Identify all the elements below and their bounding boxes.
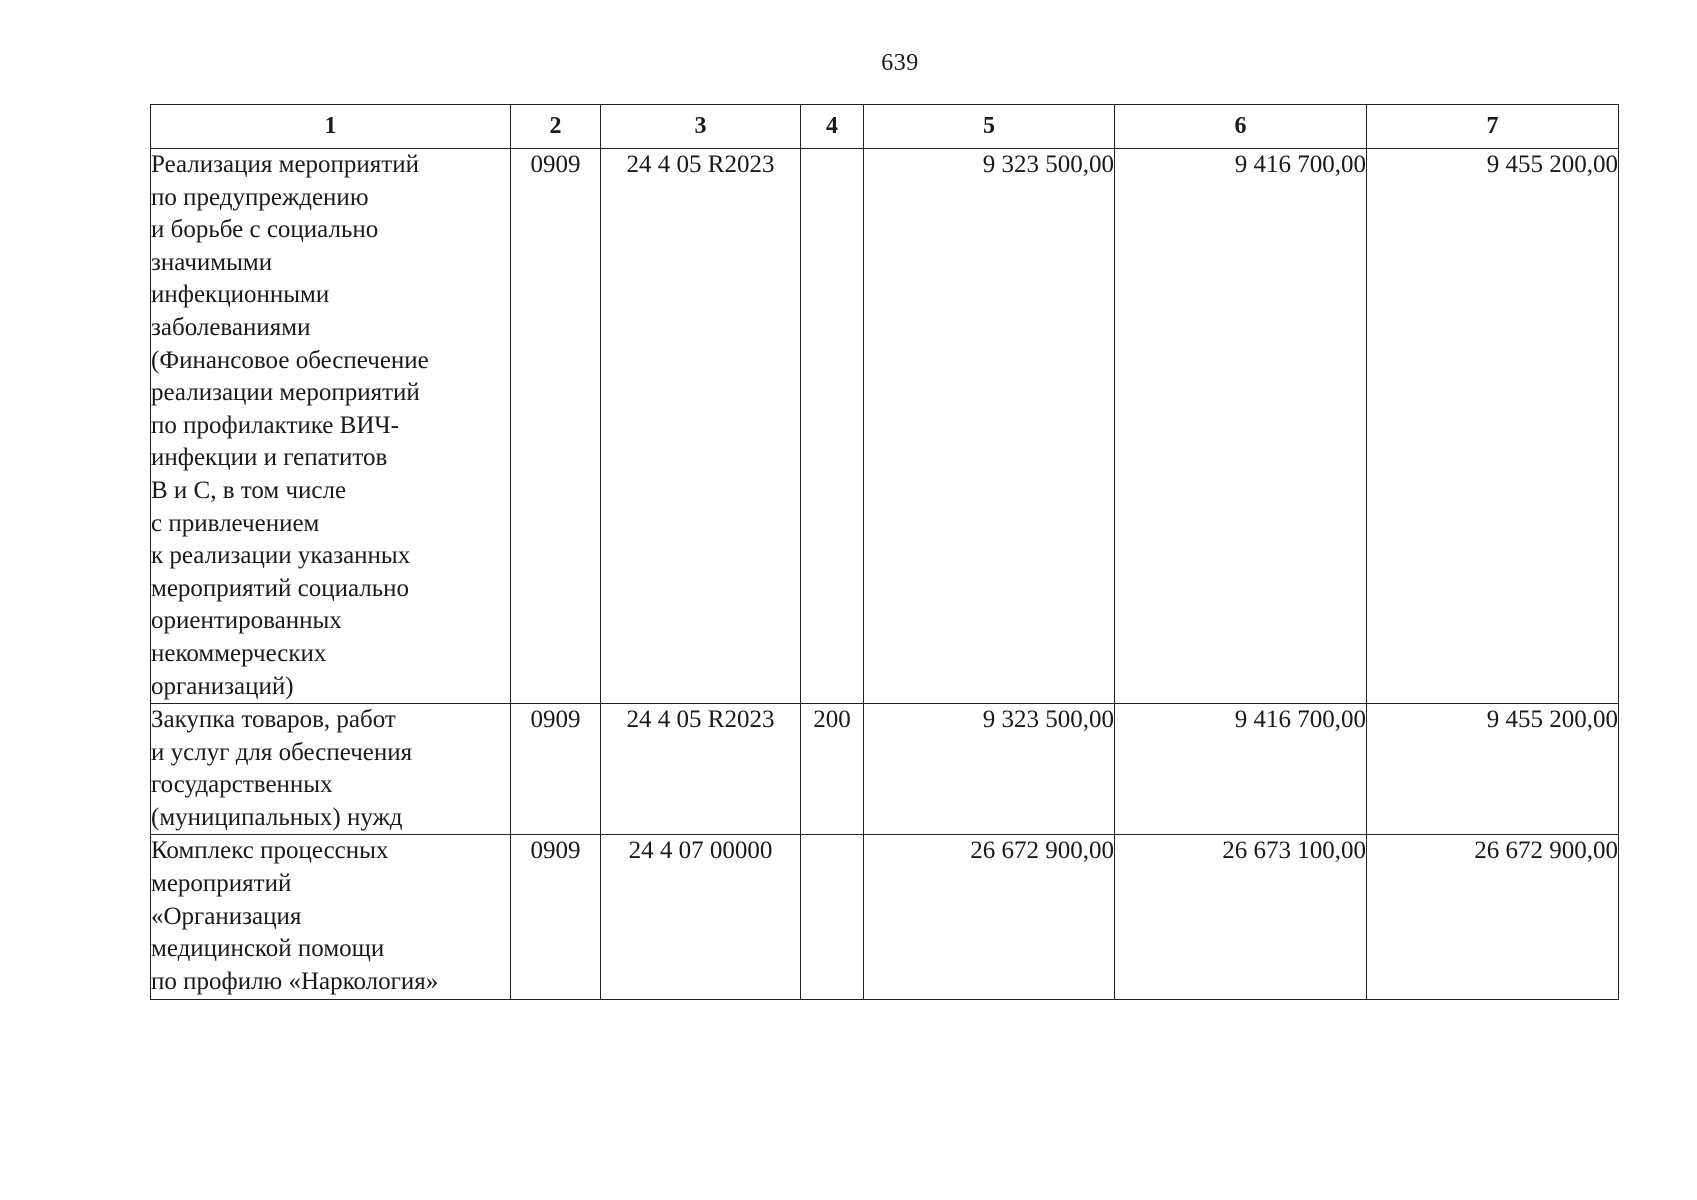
amount-cell-2: 26 673 100,00 bbox=[1115, 835, 1367, 1000]
amount-cell-1: 26 672 900,00 bbox=[864, 835, 1115, 1000]
amount-cell-3: 9 455 200,00 bbox=[1367, 149, 1619, 704]
section-code-cell: 0909 bbox=[511, 704, 601, 835]
amount-cell-3: 9 455 200,00 bbox=[1367, 704, 1619, 835]
table-row bbox=[151, 704, 1619, 835]
column-header-1: 1 bbox=[151, 105, 511, 149]
row-name-cell: Комплекс процессных мероприятий «Организация медицинской помощи по профилю «Наркология» bbox=[151, 835, 511, 1000]
target-code-cell: 24 4 07 00000 bbox=[601, 835, 801, 1000]
target-code-cell: 24 4 05 R2023 bbox=[601, 149, 801, 704]
column-header-5: 5 bbox=[864, 105, 1115, 149]
amount-cell-1: 9 323 500,00 bbox=[864, 704, 1115, 835]
column-header-2: 2 bbox=[511, 105, 601, 149]
header-row bbox=[151, 105, 1619, 149]
table-row bbox=[151, 149, 1619, 704]
section-code-cell: 0909 bbox=[511, 835, 601, 1000]
column-header-7: 7 bbox=[1367, 105, 1619, 149]
section-code-cell: 0909 bbox=[511, 149, 601, 704]
expense-type-cell bbox=[801, 835, 864, 1000]
page-number: 639 bbox=[881, 50, 919, 76]
table-header bbox=[151, 105, 1619, 149]
row-name-cell: Реализация мероприятий по предупреждению и борьбе с социально значимыми инфекционными заболеваниями (Финансовое обеспечение реализации мероприятий по профилактике ВИЧ- инфекции и гепатитов В и С, в том числе с привлечением к реализации указанных мероприятий социально ориентированных некоммерческих организаций) bbox=[151, 149, 511, 704]
amount-cell-2: 9 416 700,00 bbox=[1115, 704, 1367, 835]
column-header-3: 3 bbox=[601, 105, 801, 149]
amount-cell-2: 9 416 700,00 bbox=[1115, 149, 1367, 704]
table-body bbox=[151, 149, 1619, 1000]
table-row bbox=[151, 835, 1619, 1000]
target-code-cell: 24 4 05 R2023 bbox=[601, 704, 801, 835]
expense-type-cell bbox=[801, 149, 864, 704]
column-header-4: 4 bbox=[801, 105, 864, 149]
row-name-cell: Закупка товаров, работ и услуг для обеспечения государственных (муниципальных) нужд bbox=[151, 704, 511, 835]
amount-cell-1: 9 323 500,00 bbox=[864, 149, 1115, 704]
column-header-6: 6 bbox=[1115, 105, 1367, 149]
budget-table bbox=[150, 104, 1619, 1000]
expense-type-cell: 200 bbox=[801, 704, 864, 835]
amount-cell-3: 26 672 900,00 bbox=[1367, 835, 1619, 1000]
